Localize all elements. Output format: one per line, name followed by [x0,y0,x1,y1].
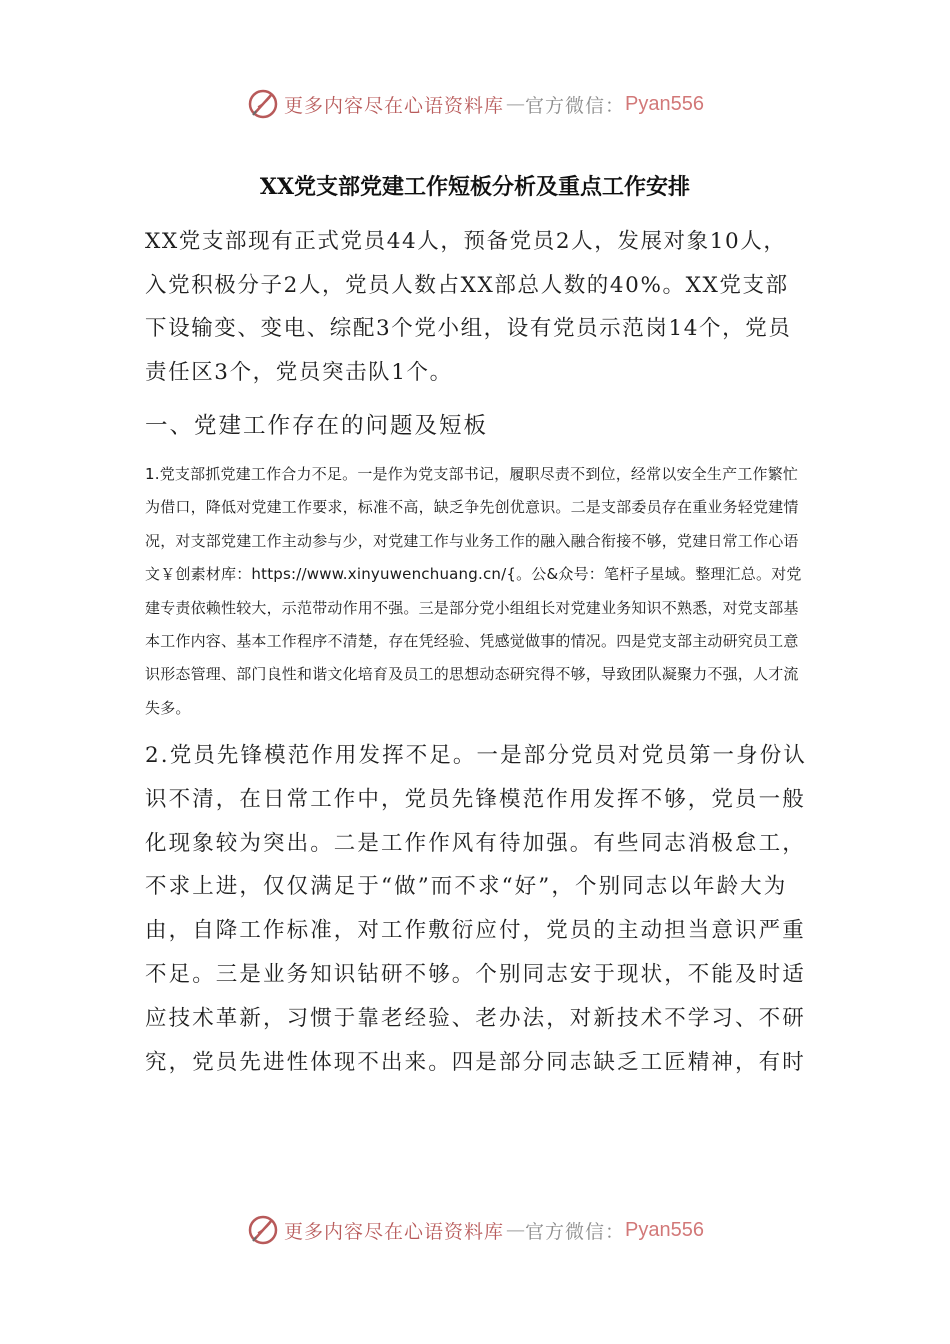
watermark-label: 官方微信： [525,1220,626,1243]
watermark-id: Pyan556 [625,92,704,115]
intro-paragraph: XX党支部现有正式党员44人，预备党员2人，发展对象10人，入党积极分子2人，党员人数占XX部总人数的40%。XX党支部下设输变、变电、综配3个党小组，设有党员示范岗14个，党员责任区3个，党员突击队1个。 [145,229,792,385]
watermark-text: 更多内容尽在心语资料库 [284,94,505,117]
item-2-paragraph: 2.党员先锋模范作用发挥不足。一是部分党员对党员第一身份认识不清，在日常工作中，党员先锋模范作用发挥不够，党员一般化现象较为突出。二是工作作风有待加强。有些同志消极怠工，不求上进，仅仅满足于“做”而不求“好”，个别同志以年龄大为由，自降工作标准，对工作敷衍应付，党员的主动担当意识严重不足。三是业务知识钻研不够。个别同志安于现状，不能及时适应技术革新，习惯于靠老经验、老办法，对新技术不学习、不研究，党员先进性体现不出来。四是部分同志缺乏工匠精神，有时 [145,743,807,1075]
document-title: XX党支部党建工作短板分析及重点工作安排 [259,174,691,200]
watermark-header [0,84,950,124]
quill-logo-icon [246,87,280,121]
watermark-footer [0,1210,950,1250]
item-1-paragraph: 1.党支部抓党建工作合力不足。一是作为党支部书记，履职尽责不到位，经常以安全生产工作繁忙为借口，降低对党建工作要求，标准不高，缺乏争先创优意识。二是支部委员存在重业务轻党建情况，对支部党建工作主动参与少，对党建工作与业务工作的融入融合衔接不够，党建日常工作心语文￥创素材库：https://www.xinyuwenchuang.cn/{。公&众号：笔杆子星域。整理汇总。对党建专责依赖性较大，示范带动作用不强。三是部分党小组组长对党建业务知识不熟悉，对党支部基本工作内容、基本工作程序不清楚，存在凭经验、凭感觉做事的情况。四是党支部主动研究员工意识形态管理、部门良性和谐文化培育及员工的思想动态研究得不够，导致团队凝聚力不强，人才流失多。 [145,465,802,717]
watermark-text: 更多内容尽在心语资料库 [284,1220,505,1243]
watermark-dash: — [506,93,524,115]
section-heading-1: 一、党建工作存在的问题及短板 [145,413,489,439]
watermark-id: Pyan556 [625,1218,704,1241]
watermark-label: 官方微信： [525,94,626,117]
quill-logo-icon [246,1213,280,1247]
watermark-dash: — [506,1219,524,1241]
